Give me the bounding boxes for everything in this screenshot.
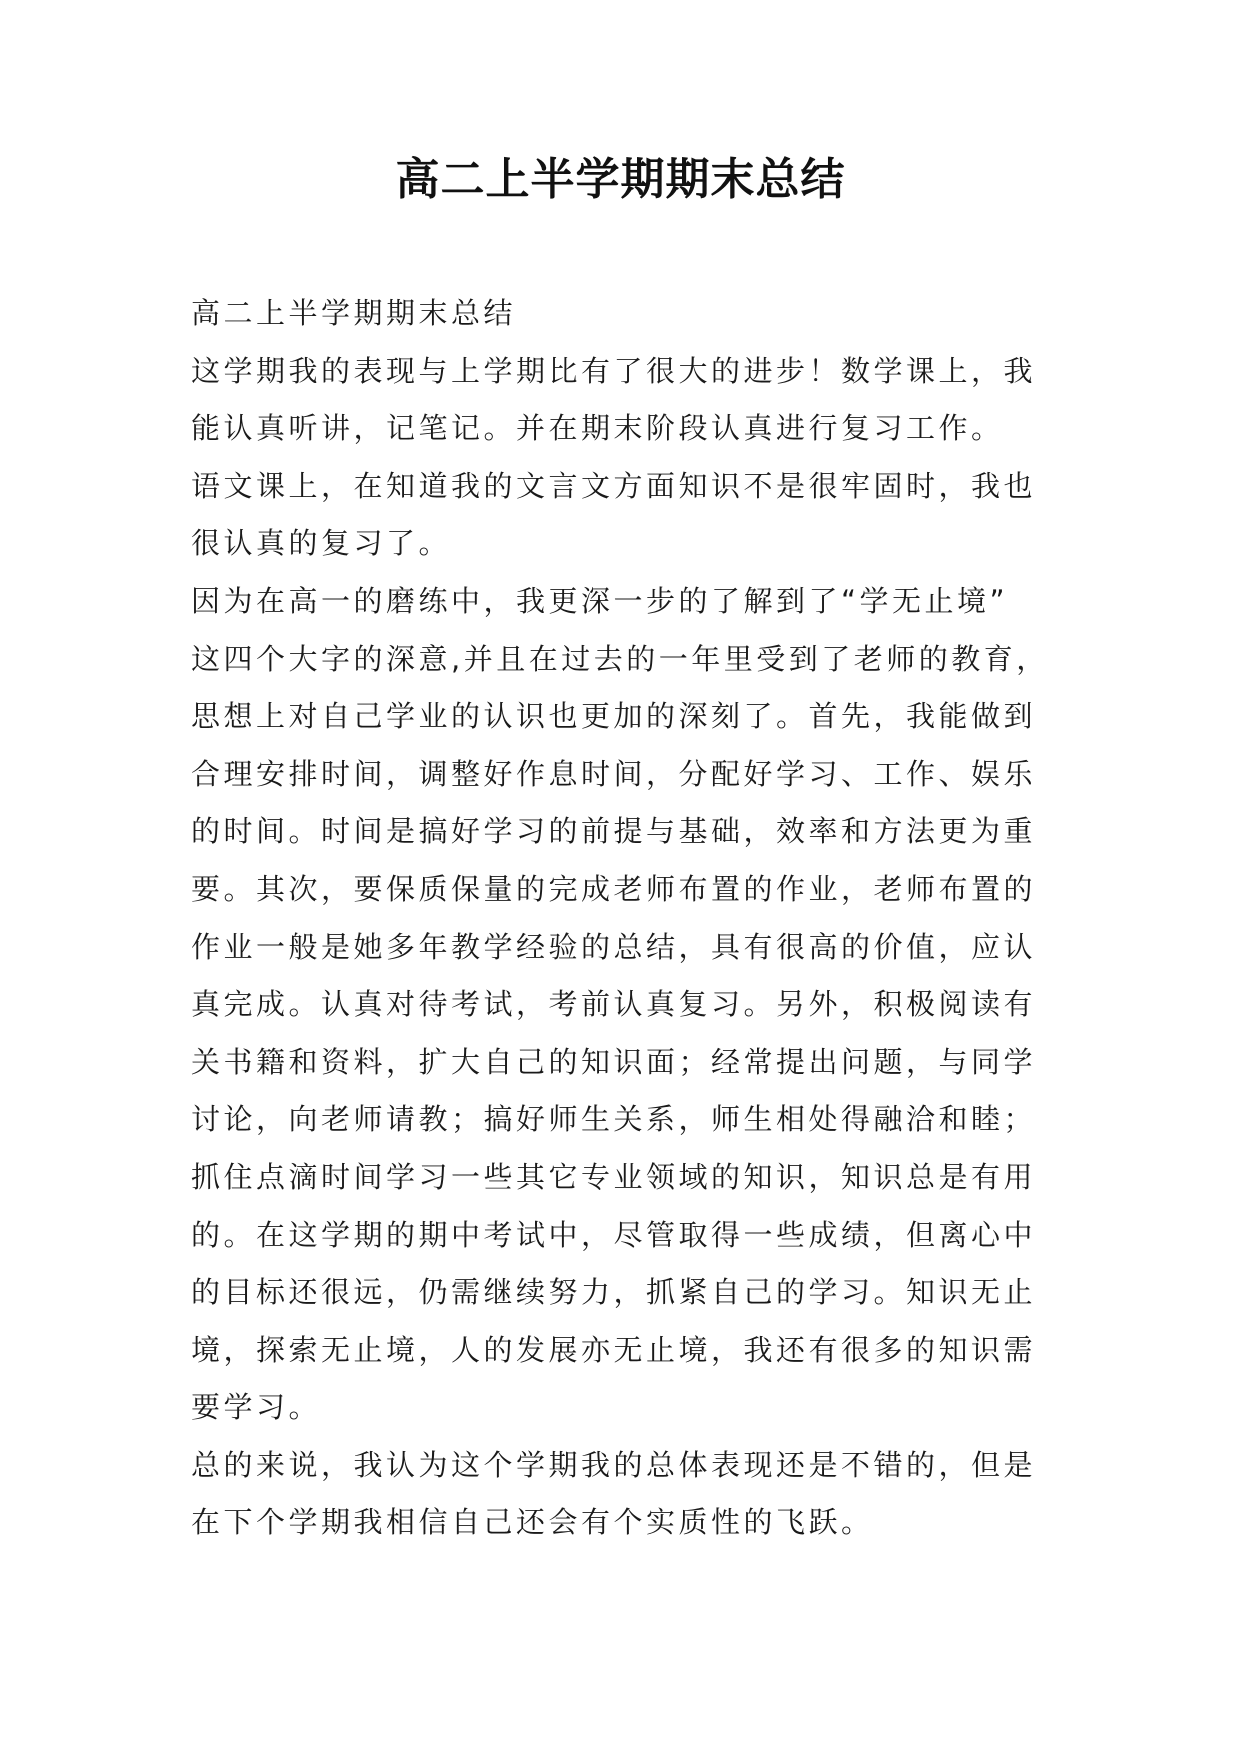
- body-line: 因为在高一的磨练中，我更深一步的了解到了“学无止境”: [191, 583, 1009, 618]
- body-line: 抓住点滴时间学习一些其它专业领域的知识，知识总是有用: [191, 1159, 1037, 1194]
- body-line: 思想上对自己学业的认识也更加的深刻了。首先，我能做到: [191, 699, 1037, 734]
- body-line: 总的来说，我认为这个学期我的总体表现还是不错的，但是: [191, 1447, 1037, 1482]
- document-body: [191, 285, 1051, 1552]
- body-line: 要。其次，要保质保量的完成老师布置的作业，老师布置的: [191, 871, 1037, 906]
- body-line: 这学期我的表现与上学期比有了很大的进步！数学课上，我: [191, 353, 1037, 388]
- body-line: 的目标还很远，仍需继续努力，抓紧自己的学习。知识无止: [191, 1275, 1037, 1310]
- body-line: 讨论，向老师请教；搞好师生关系，师生相处得融洽和睦；: [191, 1102, 1037, 1137]
- body-line: 的时间。时间是搞好学习的前提与基础，效率和方法更为重: [191, 814, 1037, 849]
- body-line: 作业一般是她多年教学经验的总结，具有很高的价值，应认: [191, 929, 1037, 964]
- body-line: 合理安排时间，调整好作息时间，分配好学习、工作、娱乐: [191, 756, 1037, 791]
- body-line: 关书籍和资料，扩大自己的知识面；经常提出问题，与同学: [191, 1044, 1037, 1079]
- body-line: 能认真听讲，记笔记。并在期末阶段认真进行复习工作。: [191, 411, 1004, 446]
- body-line: 高二上半学期期末总结: [191, 296, 517, 330]
- body-line: 的。在这学期的期中考试中，尽管取得一些成绩，但离心中: [191, 1217, 1037, 1252]
- body-line: 要学习。: [191, 1390, 322, 1425]
- body-line: 这四个大字的深意,并且在过去的一年里受到了老师的教育，: [191, 641, 1049, 676]
- document-title: 高二上半学期期末总结: [395, 154, 846, 205]
- body-line: 真完成。认真对待考试，考前认真复习。另外，积极阅读有: [191, 987, 1037, 1022]
- body-line: 在下个学期我相信自己还会有个实质性的飞跃。: [191, 1505, 874, 1540]
- body-line: 很认真的复习了。: [191, 526, 452, 561]
- body-line: 境，探索无止境，人的发展亦无止境，我还有很多的知识需: [191, 1332, 1037, 1367]
- body-line: 语文课上，在知道我的文言文方面知识不是很牢固时，我也: [191, 468, 1037, 503]
